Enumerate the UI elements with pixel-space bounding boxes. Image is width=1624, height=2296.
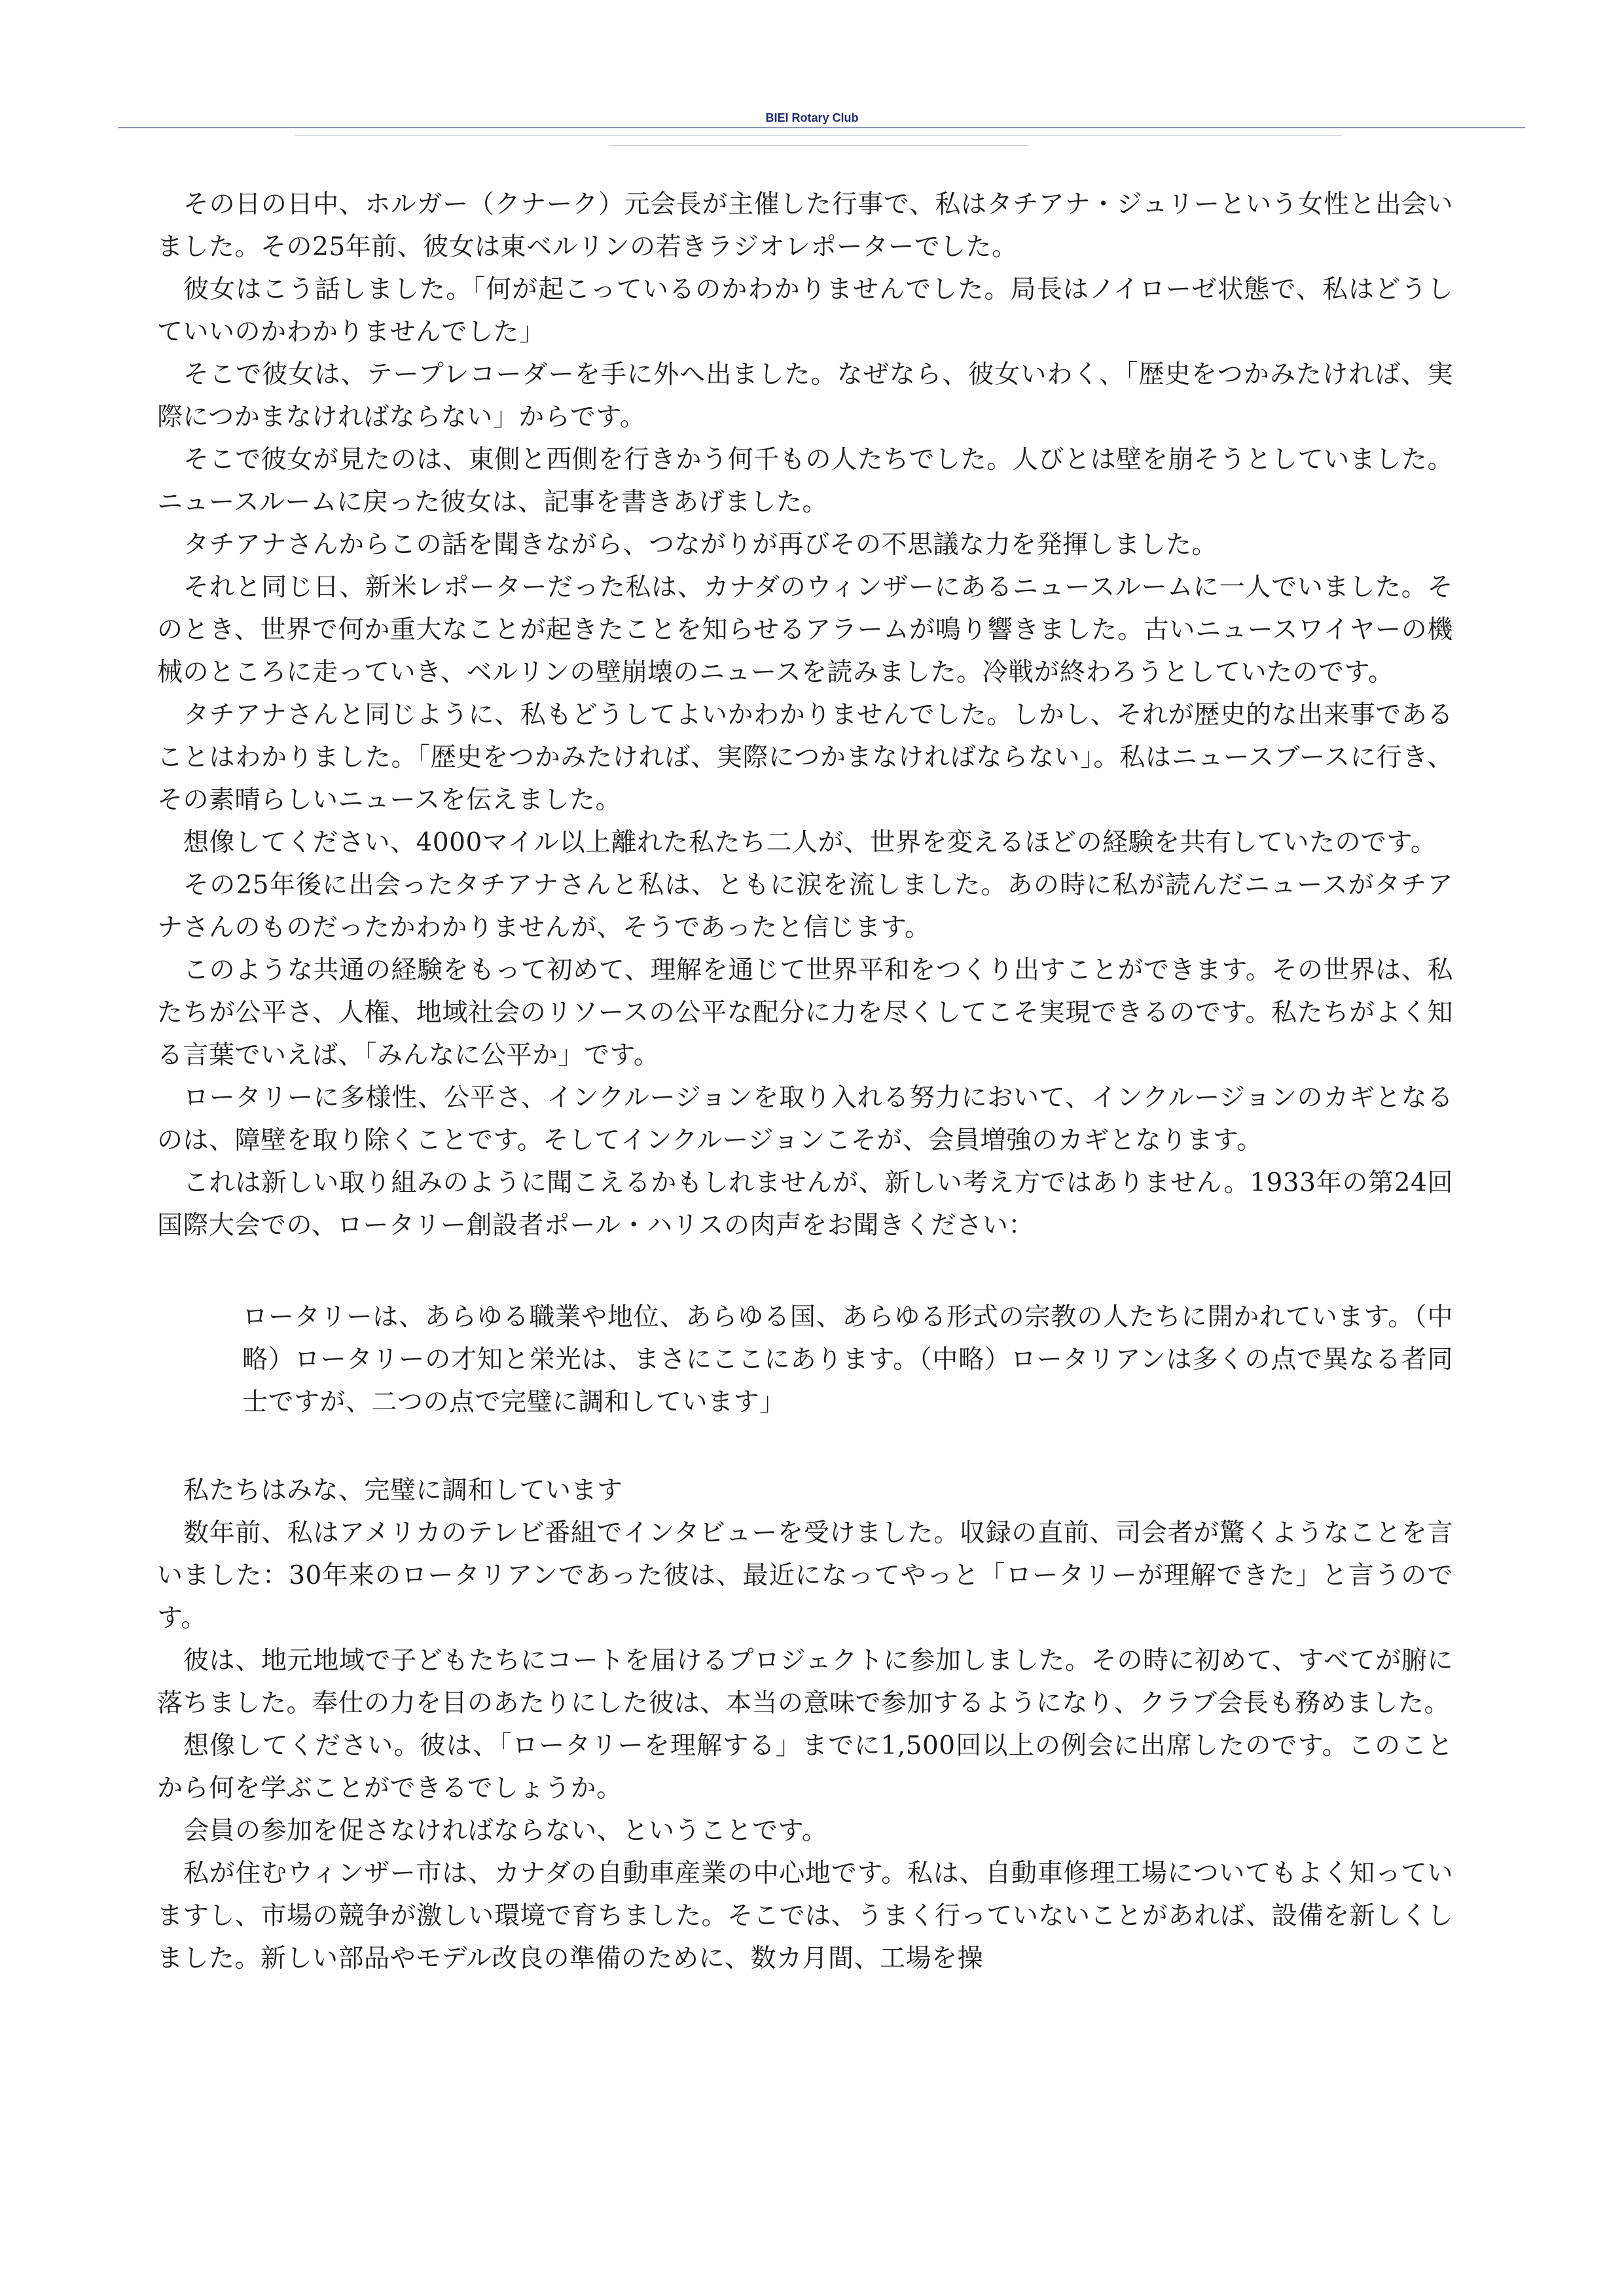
block-quote: ロータリーは、あらゆる職業や地位、あらゆる国、あらゆる形式の宗教の人たちに開かれています。（中略）ロータリーの才知と栄光は、まさにここにあります。（中略）ロータリアンは多くの点で異なる者同士ですが、二つの点で完璧に調和しています」 [242,1302,1453,1417]
paragraph: タチアナさんからこの話を聞きながら、つながりが再びその不思議な力を発揮しました。 [183,530,1218,560]
paragraph: これは新しい取り組みのように聞こえるかもしれませんが、新しい考え方ではありません。1933年の第24回国際大会での、ロータリー創設者ポール・ハリスの肉声をお聞きください： [157,1168,1453,1240]
paragraph: タチアナさんと同じように、私もどうしてよいかわかりませんでした。しかし、それが歴史的な出来事であることはわかりました。「歴史をつかみたければ、実際につかまなければならない」。私はニュースブースに行き、その素晴らしいニュースを伝えました。 [157,700,1453,815]
paragraph: 私が住むウィンザー市は、カナダの自動車産業の中心地です。私は、自動車修理工場についてもよく知っていますし、市場の競争が激しい環境で育ちました。そこでは、うまく行っていないことがあれば、設備を新しくしました。新しい部品やモデル改良の準備のために、数カ月間、工場を操 [157,1859,1453,1973]
paragraph: 想像してください。彼は、「ロータリーを理解する」までに1,500回以上の例会に出席したのです。このことから何を学ぶことができるでしょうか。 [157,1731,1453,1803]
paragraph: それと同じ日、新米レポーターだった私は、カナダのウィンザーにあるニュースルームに一人でいました。そのとき、世界で何か重大なことが起きたことを知らせるアラームが鳴り響きました。古いニュースワイヤーの機械のところに走っていき、ベルリンの壁崩壊のニュースを読みました。冷戦が終わろうとしていたのです。 [157,573,1453,687]
paragraph: このような共通の経験をもって初めて、理解を通じて世界平和をつくり出すことができます。その世界は、私たちが公平さ、人権、地域社会のリソースの公平な配分に力を尽くしてこそ実現できるのです。私たちがよく知る言葉でいえば、「みんなに公平か」です。 [157,956,1453,1070]
paragraph: そこで彼女は、テープレコーダーを手に外へ出ました。なぜなら、彼女いわく、「歴史をつかみたければ、実際につかまなければならない」からです。 [157,360,1453,432]
paragraph: 会員の参加を促さなければならない、ということです。 [183,1816,828,1846]
header-rule [118,127,1525,128]
header-rule [609,145,1028,146]
page-header [0,98,1624,151]
paragraph: ロータリーに多様性、公平さ、インクルージョンを取り入れる努力において、インクルージョンのカギとなるのは、障壁を取り除くことです。そしてインクルージョンこそが、会員増強のカギとなります。 [157,1083,1453,1155]
paragraph: 私たちはみな、完璧に調和しています [183,1476,623,1505]
paragraph: 彼女はこう話しました。「何が起こっているのかわかりませんでした。局長はノイローゼ状態で、私はどうしていいのかわかりませんでした」 [157,275,1453,347]
paragraph: そこで彼女が見たのは、東側と西側を行きかう何千もの人たちでした。人びとは壁を崩そうとしていました。ニュースルームに戻った彼女は、記事を書きあげました。 [157,445,1453,517]
paragraph: その日の日中、ホルガー（クナーク）元会長が主催した行事で、私はタチアナ・ジュリーという女性と出会いました。その25年前、彼女は東ベルリンの若きラジオレポーターでした。 [157,190,1453,262]
header-title: BIEI Rotary Club [765,111,859,124]
paragraph: 数年前、私はアメリカのテレビ番組でインタビューを受けました。収録の直前、司会者が驚くようなことを言いました：30年来のロータリアンであった彼は、最近になってやっと「ロータリーが理解できた」と言うのです。 [157,1518,1453,1633]
paragraph: その25年後に出会ったタチアナさんと私は、ともに涙を流しました。あの時に私が読んだニュースがタチアナさんのものだったかわかりませんが、そうであったと信じます。 [157,870,1453,942]
document-body [157,183,1453,1980]
paragraph: 彼は、地元地域で子どもたちにコートを届けるプロジェクトに参加しました。その時に初めて、すべてが腑に落ちました。奉仕の力を目のあたりにした彼は、本当の意味で参加するようになり、クラブ会長も務めました。 [157,1646,1453,1718]
paragraph: 想像してください、4000マイル以上離れた私たち二人が、世界を変えるほどの経験を共有していたのです。 [183,828,1437,857]
